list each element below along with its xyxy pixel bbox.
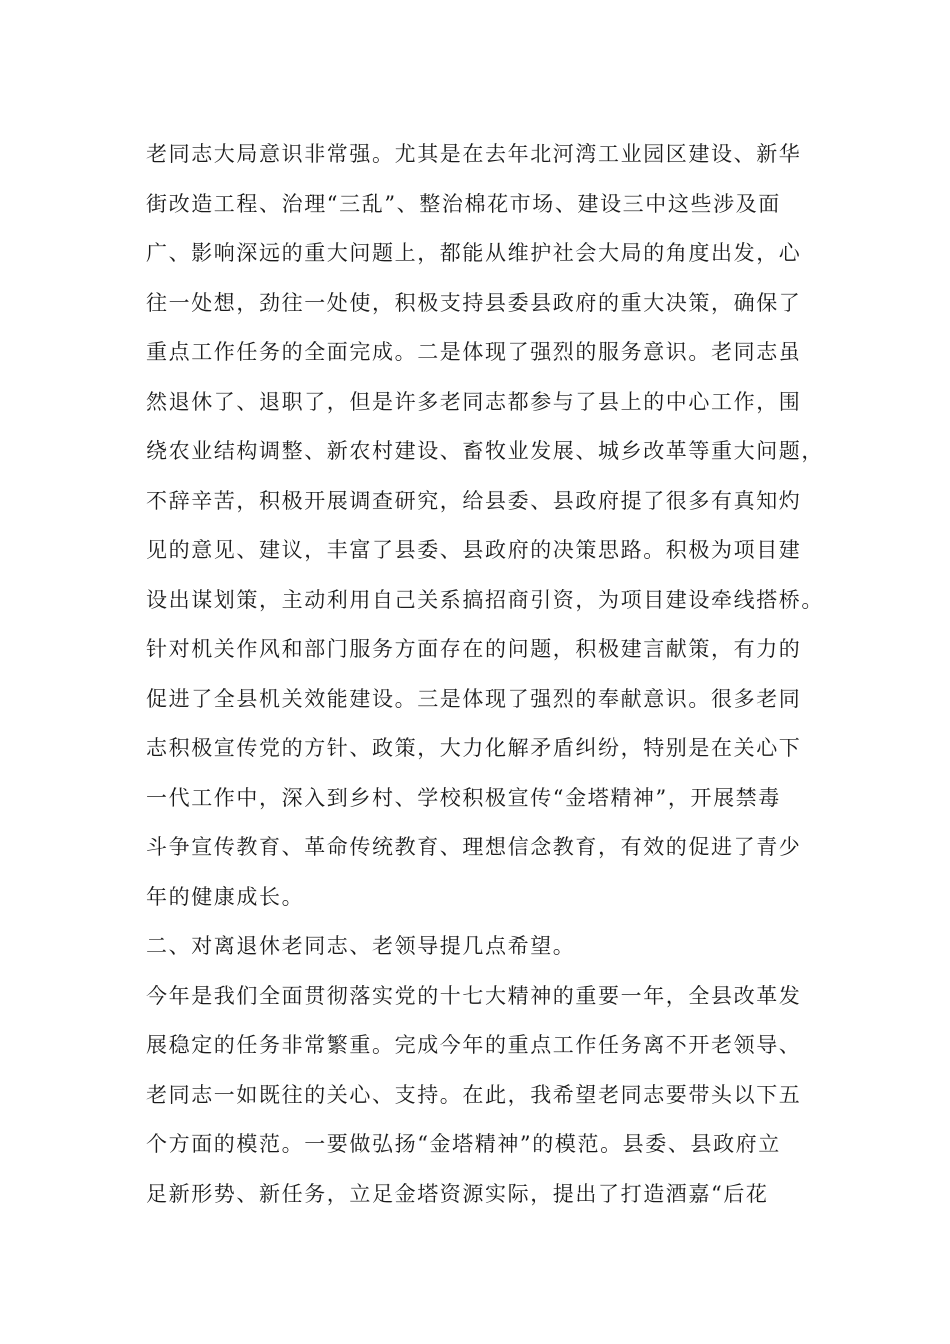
text-line: 针对机关作风和部门服务方面存在的问题，积极建言献策，有力的 [146,637,802,661]
text-line: 绕农业结构调整、新农村建设、畜牧业发展、城乡改革等重大问题， [146,439,824,463]
text-line: 个方面的模范。一要做弘扬“金塔精神”的模范。县委、县政府立 [146,1132,781,1156]
text-line: 今年是我们全面贯彻落实党的十七大精神的重要一年，全县改革发 [146,983,802,1008]
text-line: 然退休了、退职了，但是许多老同志都参与了县上的中心工作，围 [146,389,802,414]
text-line: 展稳定的任务非常繁重。完成今年的重点工作任务离不开老领导、 [146,1033,802,1057]
section-heading: 二、对离退休老同志、老领导提几点希望。 [146,934,576,958]
text-line: 往一处想，劲往一处使，积极支持县委县政府的重大决策，确保了 [146,290,802,315]
text-line: 重点工作任务的全面完成。二是体现了强烈的服务意识。老同志虽 [146,340,802,364]
text-line: 志积极宣传党的方针、政策，大力化解矛盾纠纷，特别是在关心下 [146,736,802,760]
text-line: 年的健康成长。 [146,884,305,909]
text-line: 设出谋划策，主动利用自己关系搞招商引资，为项目建设牵线搭桥。 [146,587,824,612]
text-line: 足新形势、新任务，立足金塔资源实际，提出了打造酒嘉“后花 [146,1181,769,1206]
body-text [146,130,846,1219]
text-line: 斗争宣传教育、革命传统教育、理想信念教育，有效的促进了青少 [146,835,802,859]
text-line: 一代工作中，深入到乡村、学校积极宣传“金塔精神”，开展禁毒 [146,785,781,810]
text-line: 老同志大局意识非常强。尤其是在去年北河湾工业园区建设、新华 [146,142,802,166]
text-line: 街改造工程、治理“三乱”、整治棉花市场、建设三中这些涉及面 [146,191,781,216]
text-line: 促进了全县机关效能建设。三是体现了强烈的奉献意识。很多老同 [146,686,802,711]
text-line: 见的意见、建议，丰富了县委、县政府的决策思路。积极为项目建 [146,538,802,562]
text-line: 老同志一如既往的关心、支持。在此，我希望老同志要带头以下五 [146,1082,802,1107]
text-line: 广、影响深远的重大问题上，都能从维护社会大局的角度出发，心 [146,241,802,265]
text-line: 不辞辛苦，积极开展调查研究，给县委、县政府提了很多有真知灼 [146,488,802,513]
